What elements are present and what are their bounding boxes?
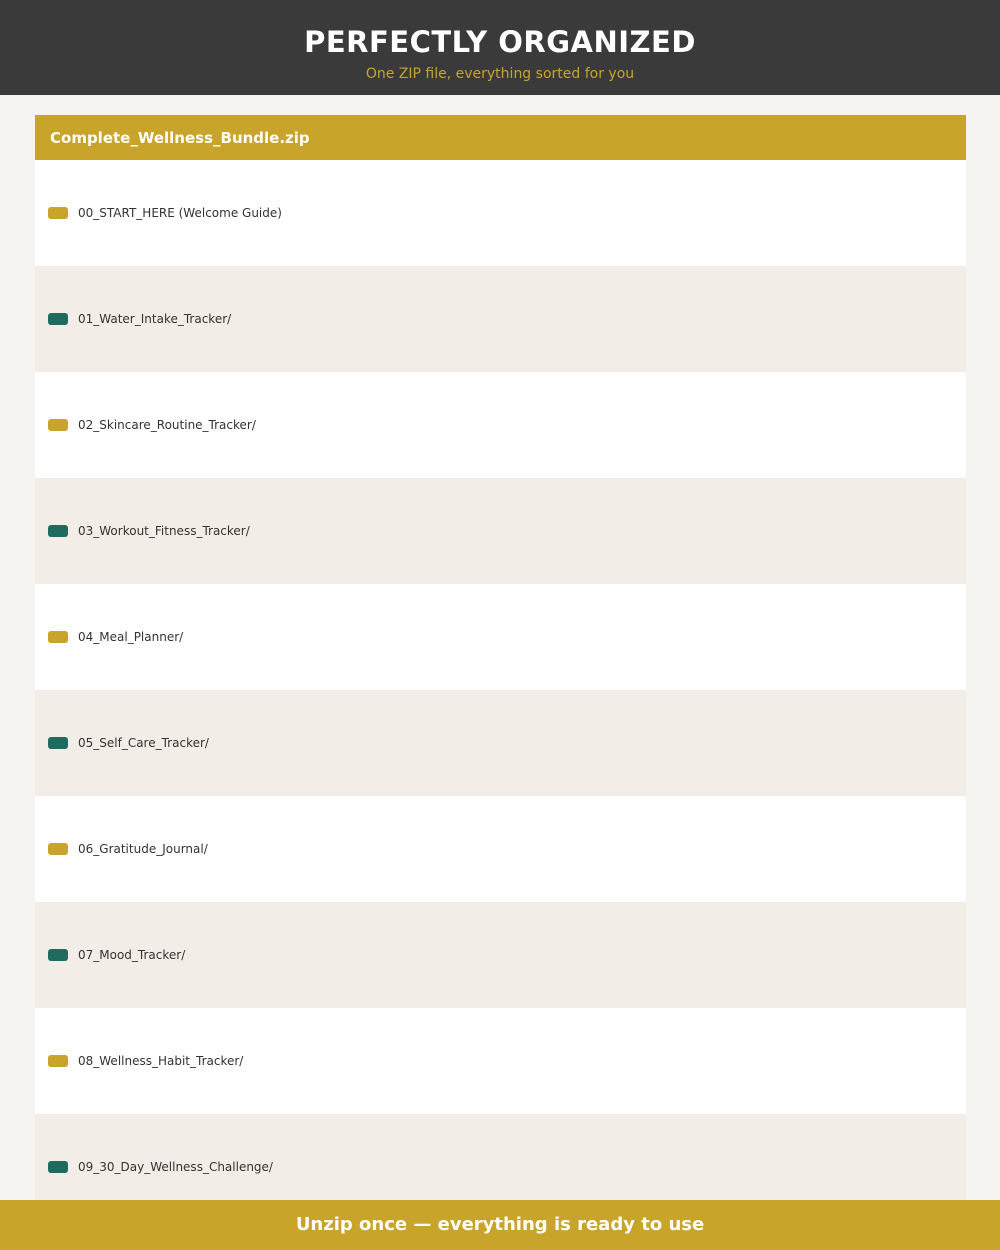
folder-icon bbox=[48, 737, 68, 749]
footer-text: Unzip once — everything is ready to use bbox=[295, 1214, 705, 1235]
folder-icon bbox=[48, 631, 68, 643]
folder-row-04-meal-planner[interactable] bbox=[35, 584, 966, 690]
page-subtitle: One ZIP file, everything sorted for you bbox=[365, 66, 635, 82]
folder-row-06-gratitude-journal[interactable] bbox=[35, 796, 966, 902]
folder-label: 07_Mood_Tracker/ bbox=[78, 948, 186, 962]
folder-label: 02_Skincare_Routine_Tracker/ bbox=[78, 418, 256, 432]
footer-banner bbox=[0, 1200, 1000, 1250]
folder-icon bbox=[48, 419, 68, 431]
folder-row-02-skincare-routine-tracker[interactable] bbox=[35, 372, 966, 478]
zip-file-header bbox=[35, 115, 966, 160]
folder-row-01-water-intake-tracker[interactable] bbox=[35, 266, 966, 372]
folder-icon bbox=[48, 207, 68, 219]
folder-icon bbox=[48, 313, 68, 325]
folder-label: 03_Workout_Fitness_Tracker/ bbox=[78, 524, 250, 538]
folder-row-07-mood-tracker[interactable] bbox=[35, 902, 966, 1008]
folder-label: 08_Wellness_Habit_Tracker/ bbox=[78, 1054, 244, 1068]
page-title: PERFECTLY ORGANIZED bbox=[304, 25, 696, 59]
folder-icon bbox=[48, 843, 68, 855]
folder-label: 00_START_HERE (Welcome Guide) bbox=[78, 206, 282, 220]
folder-list bbox=[35, 160, 966, 1220]
folder-label: 05_Self_Care_Tracker/ bbox=[78, 736, 209, 750]
folder-label: 09_30_Day_Wellness_Challenge/ bbox=[78, 1160, 273, 1174]
folder-row-00-start-here[interactable] bbox=[35, 160, 966, 266]
folder-icon bbox=[48, 525, 68, 537]
folder-row-03-workout-fitness-tracker[interactable] bbox=[35, 478, 966, 584]
folder-row-08-wellness-habit-tracker[interactable] bbox=[35, 1008, 966, 1114]
zip-file-name: Complete_Wellness_Bundle.zip bbox=[50, 129, 310, 147]
folder-label: 06_Gratitude_Journal/ bbox=[78, 842, 208, 856]
folder-icon bbox=[48, 1055, 68, 1067]
folder-icon bbox=[48, 1161, 68, 1173]
header-banner bbox=[0, 0, 1000, 95]
folder-icon bbox=[48, 949, 68, 961]
folder-row-05-self-care-tracker[interactable] bbox=[35, 690, 966, 796]
folder-label: 04_Meal_Planner/ bbox=[78, 630, 184, 644]
folder-label: 01_Water_Intake_Tracker/ bbox=[78, 312, 232, 326]
